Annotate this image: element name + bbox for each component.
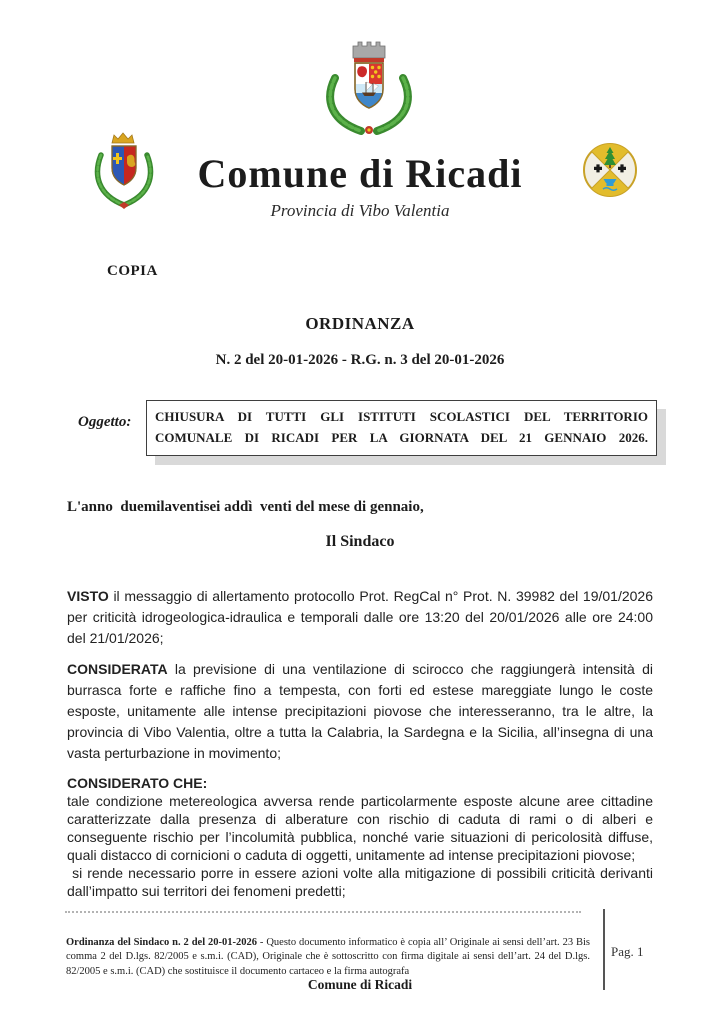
considerato-che-clause-2: si rende necessario porre in essere azioni volte alla mitigazione di possibili criticità derivanti dall’impatto sui territori dei fenomeni predetti; [67, 865, 657, 899]
subject-text-line: CHIUSURA DI TUTTI GLI ISTITUTI SCOLASTICI DEL TERRITORIO [155, 409, 648, 424]
footer-note-text: - Questo documento informatico è copia all’ Originale ai sensi dell’art. 23 Bis comma 2 del D.lgs. 82/2005 e s.m.i. (CAD), Originale che è sottoscritto con firma digitale ai sensi dell’art. 24 del D.lgs. 82/2005 e s.m.i. (CAD) che sostituisce il documento cartaceo e la firma autografa [66, 936, 590, 977]
issuer-title: Il Sindaco [325, 533, 395, 550]
subject-label: Oggetto: [78, 414, 132, 430]
considerato-che-clause-1: tale condizione metereologica avversa rende particolarmente esposte alcune aree cittadine caratterizzate dalla presenza di alberature con rischio di caduta di rami o di alberi e conseguente rischio per l’incolumità pubblica, nonché varie situazioni di pericolosità diffuse, quali distacco di cornicioni o caduta di oggetti, unitamente ad intense precipitazioni piovose; [67, 793, 653, 863]
date-line: L'anno duemilaventisei addì venti del mese di gennaio, [67, 499, 424, 515]
visto-paragraph [67, 586, 653, 649]
considerato-che-heading: CONSIDERATO CHE: [67, 775, 208, 791]
subject-row [78, 400, 657, 456]
copy-label: COPIA [107, 263, 158, 279]
subject-text-line: COMUNALE DI RICADI PER LA GIORNATA DEL 21 GENNAIO 2026. [155, 430, 648, 445]
visto-text: il messaggio di allertamento protocollo Prot. RegCal n° Prot. N. 39982 del 19/01/2026 per criticità idrogeologica-idraulica e temporali dalle ore 13:20 del 20/01/2026 alle ore 24:00 del 21/01/2026; [67, 588, 653, 646]
ordinance-body [67, 586, 657, 900]
visto-lead: VISTO [67, 588, 109, 604]
footer-commune-name: Comune di Ricadi [307, 977, 413, 992]
footer-legal-note [66, 936, 590, 980]
footer-ordinance-ref: Ordinanza del Sindaco n. 2 del 20-01-2026 [66, 936, 258, 948]
considerata-lead: CONSIDERATA [67, 661, 168, 677]
masthead [0, 152, 720, 221]
comune-di-ricadi-crest-icon [321, 36, 417, 136]
considerata-text: la previsione di una ventilazione di scirocco che raggiungerà intensità di burrasca forte e raffiche fino a tempesta, con forti ed estese mareggiate lungo le coste esposte, unitamente alle intense precipitazioni piovose che interesseranno, tra le altre, la provincia di Vibo Valentia, oltre a tutta la Calabria, la Sardegna e la Sicilia, all’insegna di una vasta perturbazione in movimento; [67, 661, 653, 761]
considerata-paragraph [67, 659, 653, 764]
subject-box [146, 400, 657, 456]
page-number: Pag. 1 [611, 944, 644, 959]
document-number-line: N. 2 del 20-01-2026 - R.G. n. 3 del 20-01-2026 [215, 352, 505, 368]
document-type-heading: ORDINANZA [305, 314, 415, 333]
province-subtitle: Provincia di Vibo Valentia [270, 201, 450, 220]
commune-name-title: Comune di Ricadi [197, 151, 523, 196]
footer-divider-dashed [65, 911, 581, 913]
